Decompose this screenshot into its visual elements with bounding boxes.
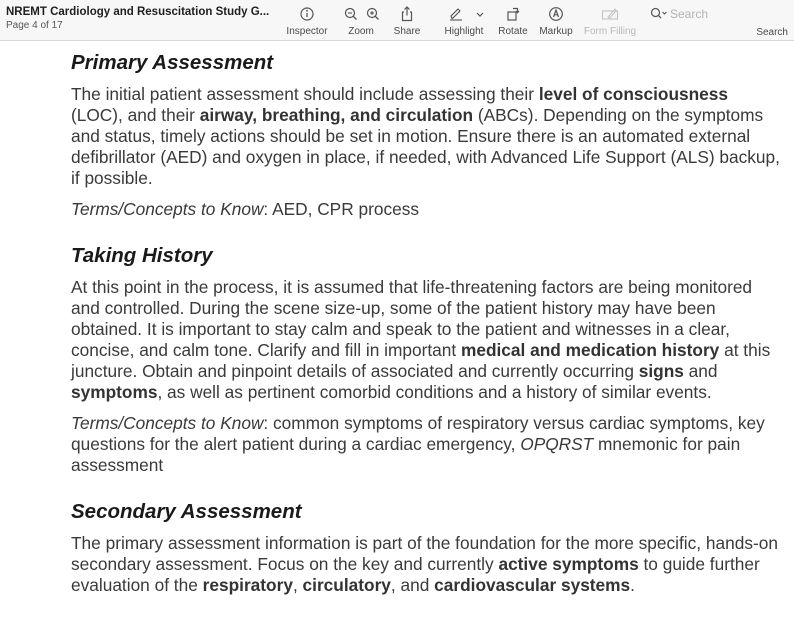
share-label: Share <box>393 26 421 37</box>
terms-label: Terms/Concepts to Know <box>71 413 264 433</box>
rotate-button[interactable] <box>495 5 531 37</box>
form-filling-icon <box>600 5 620 23</box>
bold-term: medical and medication history <box>460 340 720 360</box>
bold-term: circulatory <box>302 575 391 595</box>
italic-term: OPQRST <box>520 434 594 454</box>
text-run: mnemonic for pain assessment <box>71 434 741 475</box>
markup-icon <box>547 5 565 23</box>
form-filling-button[interactable] <box>582 5 638 37</box>
search-placeholder: Search <box>670 7 709 21</box>
text-run: and <box>683 361 718 381</box>
toolbar <box>0 0 794 41</box>
text-run: (LOC), and their <box>71 105 200 125</box>
text-run: The primary assessment information is part of the foundation for the more specific, hands-on secondary assessment. Focus on the key and currently <box>71 533 778 574</box>
page-indicator: Page 4 of 17 <box>6 20 63 31</box>
info-icon <box>298 5 316 23</box>
share-button[interactable] <box>390 5 424 37</box>
rotate-icon <box>504 5 522 23</box>
inspector-label: Inspector <box>286 26 328 37</box>
text-run: , as well as pertinent comorbid conditions and a history of similar events. <box>157 382 712 402</box>
document-page <box>0 42 794 638</box>
bold-term: level of consciousness <box>538 84 729 104</box>
text-run: : common symptoms of respiratory versus cardiac symptoms, key questions for the alert patient during a cardiac emergency, <box>71 413 765 454</box>
text-run: . <box>630 575 635 595</box>
search-icon <box>650 7 668 21</box>
section-paragraph <box>71 277 783 403</box>
text-run: , and <box>390 575 435 595</box>
share-icon <box>398 5 416 23</box>
terms-concepts <box>71 199 783 220</box>
text-run: : AED, CPR process <box>263 199 420 219</box>
form-filling-label: Form Filling <box>583 26 637 37</box>
text-run: , <box>292 575 303 595</box>
bold-term: symptoms <box>71 382 158 402</box>
text-run: At this point in the process, it is assumed that life-threatening factors are being monitored and controlled. During the scene size-up, some of the patient history may have been obtained. It is important to stay calm and speak to the patient and witnesses in a clear, concise, and calm tone. Clarify and fill in important <box>71 277 753 360</box>
highlight-label: Highlight <box>444 26 484 37</box>
text-run: The initial patient assessment should include assessing their <box>71 84 539 104</box>
section-heading: Taking History <box>71 244 213 267</box>
highlight-button[interactable] <box>440 5 488 37</box>
text-run: at this juncture. Obtain and pinpoint details of associated and currently occurring <box>71 340 771 381</box>
terms-concepts <box>71 413 783 476</box>
bold-term: airway, breathing, and circulation <box>199 105 474 125</box>
zoom-button[interactable] <box>338 5 384 37</box>
highlighter-icon <box>442 5 486 23</box>
bold-term: respiratory <box>202 575 293 595</box>
bold-term: signs <box>638 361 684 381</box>
section-paragraph <box>71 84 783 189</box>
section-heading: Secondary Assessment <box>71 500 302 523</box>
text-run: (ABCs). Depending on the symptoms and status, timely actions should be set in motion. Ensure there is an automated external defibrillator (AED) and oxygen in place, if needed, with Advanced Life Support (ALS) backup, if possible. <box>71 105 780 188</box>
section-heading: Primary Assessment <box>71 51 274 74</box>
inspector-button[interactable] <box>284 5 330 37</box>
bold-term: cardiovascular systems <box>434 575 631 595</box>
rotate-label: Rotate <box>498 26 528 37</box>
terms-text <box>263 199 419 219</box>
zoom-icon <box>341 5 381 23</box>
document-title: NREMT Cardiology and Resuscitation Study G... <box>6 6 270 18</box>
markup-label: Markup <box>539 26 573 37</box>
markup-button[interactable] <box>537 5 575 37</box>
terms-label: Terms/Concepts to Know <box>71 199 264 219</box>
document-content <box>71 50 783 596</box>
section-paragraph <box>71 533 783 596</box>
search-label: Search <box>756 27 788 38</box>
text-run: to guide further evaluation of the <box>71 554 760 595</box>
bold-term: active symptoms <box>498 554 639 574</box>
search-input[interactable] <box>646 5 792 24</box>
zoom-label: Zoom <box>348 26 374 37</box>
